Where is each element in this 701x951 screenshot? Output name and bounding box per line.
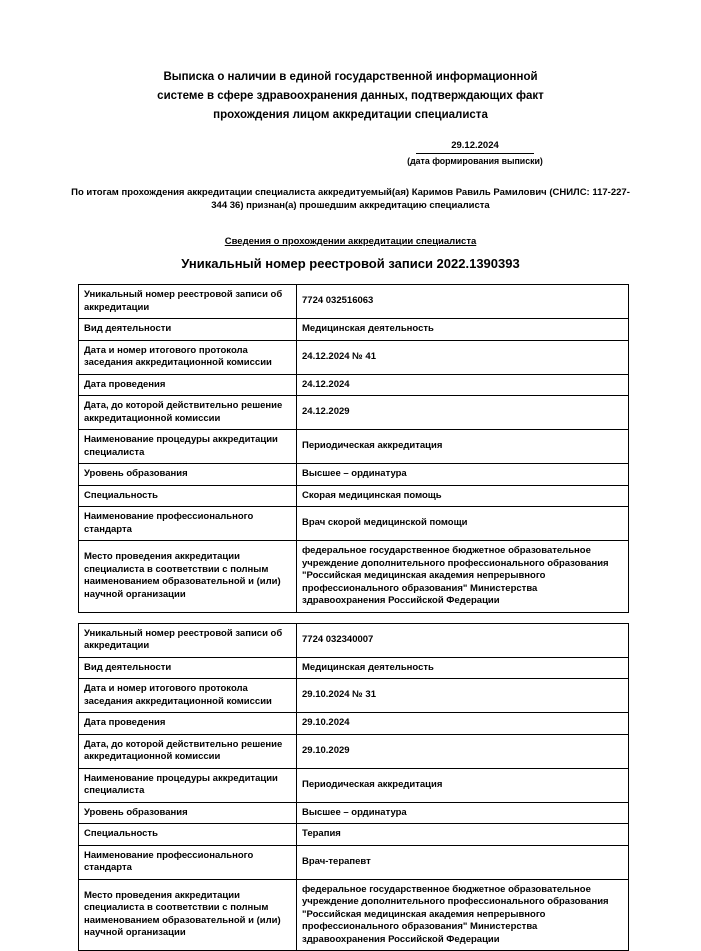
field-value-cell: Терапия: [297, 824, 629, 846]
table-row: [79, 285, 629, 319]
field-label-cell: Специальность: [79, 485, 297, 507]
table-row: [79, 879, 629, 951]
document-title-line-3: прохождения лицом аккредитации специалиста: [0, 106, 701, 125]
extract-date-block: [400, 140, 550, 166]
accreditation-record-table-1: [78, 284, 629, 613]
field-label-cell: Вид деятельности: [79, 319, 297, 341]
table-row: [79, 623, 629, 657]
table-row: [79, 768, 629, 802]
field-value-cell: Периодическая аккредитация: [297, 430, 629, 464]
field-label-cell: Место проведения аккредитации специалиста в соответствии с полным наименованием образовательной и (или) научной организации: [79, 541, 297, 613]
extract-date: 29.12.2024: [416, 140, 534, 154]
field-value-cell: Периодическая аккредитация: [297, 768, 629, 802]
table-row: [79, 679, 629, 713]
field-label-cell: Дата проведения: [79, 374, 297, 396]
table-row: [79, 319, 629, 341]
table-row: [79, 430, 629, 464]
field-value-cell: 7724 032516063: [297, 285, 629, 319]
table-row: [79, 734, 629, 768]
field-label-cell: Наименование профессионального стандарта: [79, 507, 297, 541]
field-value-cell: Скорая медицинская помощь: [297, 485, 629, 507]
field-value-cell: 29.10.2029: [297, 734, 629, 768]
field-label-cell: Наименование профессионального стандарта: [79, 845, 297, 879]
field-label-cell: Наименование процедуры аккредитации специалиста: [79, 768, 297, 802]
field-label-cell: Уникальный номер реестровой записи об аккредитации: [79, 623, 297, 657]
table-row: [79, 802, 629, 824]
field-value-cell: 29.10.2024 № 31: [297, 679, 629, 713]
field-label-cell: Место проведения аккредитации специалиста в соответствии с полным наименованием образовательной и (или) научной организации: [79, 879, 297, 951]
field-value-cell: 24.12.2024 № 41: [297, 340, 629, 374]
field-value-cell: Высшее – ординатура: [297, 802, 629, 824]
document-title: [0, 68, 701, 125]
field-label-cell: Дата, до которой действительно решение аккредитационной комиссии: [79, 734, 297, 768]
field-value-cell: Врач скорой медицинской помощи: [297, 507, 629, 541]
table-row: [79, 485, 629, 507]
field-label-cell: Уровень образования: [79, 464, 297, 486]
table-row: [79, 713, 629, 735]
field-value-cell: 7724 032340007: [297, 623, 629, 657]
field-label-cell: Уникальный номер реестровой записи об аккредитации: [79, 285, 297, 319]
section-heading: Сведения о прохождении аккредитации специалиста: [0, 236, 701, 247]
field-label-cell: Наименование процедуры аккредитации специалиста: [79, 430, 297, 464]
field-label-cell: Дата проведения: [79, 713, 297, 735]
table-row: [79, 657, 629, 679]
document-title-line-2: системе в сфере здравоохранения данных, подтверждающих факт: [0, 87, 701, 106]
table-row: [79, 845, 629, 879]
table-row: [79, 507, 629, 541]
field-value-cell: Высшее – ординатура: [297, 464, 629, 486]
table-row: [79, 824, 629, 846]
field-value-cell: Медицинская деятельность: [297, 657, 629, 679]
intro-paragraph: По итогам прохождения аккредитации специалиста аккредитуемый(ая) Каримов Равиль Рамилович (СНИЛС: 117-227-344 36) признан(а) прошедшим аккредитацию специалиста: [65, 187, 637, 212]
field-label-cell: Вид деятельности: [79, 657, 297, 679]
registry-number-heading: Уникальный номер реестровой записи 2022.1390393: [0, 256, 701, 271]
field-value-cell: 29.10.2024: [297, 713, 629, 735]
table-row: [79, 541, 629, 613]
extract-date-caption: (дата формирования выписки): [400, 156, 550, 166]
field-label-cell: Специальность: [79, 824, 297, 846]
table-row: [79, 464, 629, 486]
table-row: [79, 374, 629, 396]
field-value-cell: Врач-терапевт: [297, 845, 629, 879]
field-value-cell: Медицинская деятельность: [297, 319, 629, 341]
field-label-cell: Дата, до которой действительно решение аккредитационной комиссии: [79, 396, 297, 430]
table-row: [79, 396, 629, 430]
field-value-cell: федеральное государственное бюджетное образовательное учреждение дополнительного профессионального образования "Российская медицинская академия непрерывного профессионального образования" Министерства здравоохранения Российской Федерации: [297, 541, 629, 613]
document-title-line-1: Выписка о наличии в единой государственной информационной: [0, 68, 701, 87]
table-row: [79, 340, 629, 374]
field-value-cell: 24.12.2024: [297, 374, 629, 396]
field-label-cell: Дата и номер итогового протокола заседания аккредитационной комиссии: [79, 340, 297, 374]
field-label-cell: Уровень образования: [79, 802, 297, 824]
field-label-cell: Дата и номер итогового протокола заседания аккредитационной комиссии: [79, 679, 297, 713]
accreditation-record-table-2: [78, 623, 629, 951]
field-value-cell: 24.12.2029: [297, 396, 629, 430]
field-value-cell: федеральное государственное бюджетное образовательное учреждение дополнительного профессионального образования "Российская медицинская академия непрерывного профессионального образования" Министерства здравоохранения Российской Федерации: [297, 879, 629, 951]
accreditation-extract-document: [0, 68, 701, 949]
